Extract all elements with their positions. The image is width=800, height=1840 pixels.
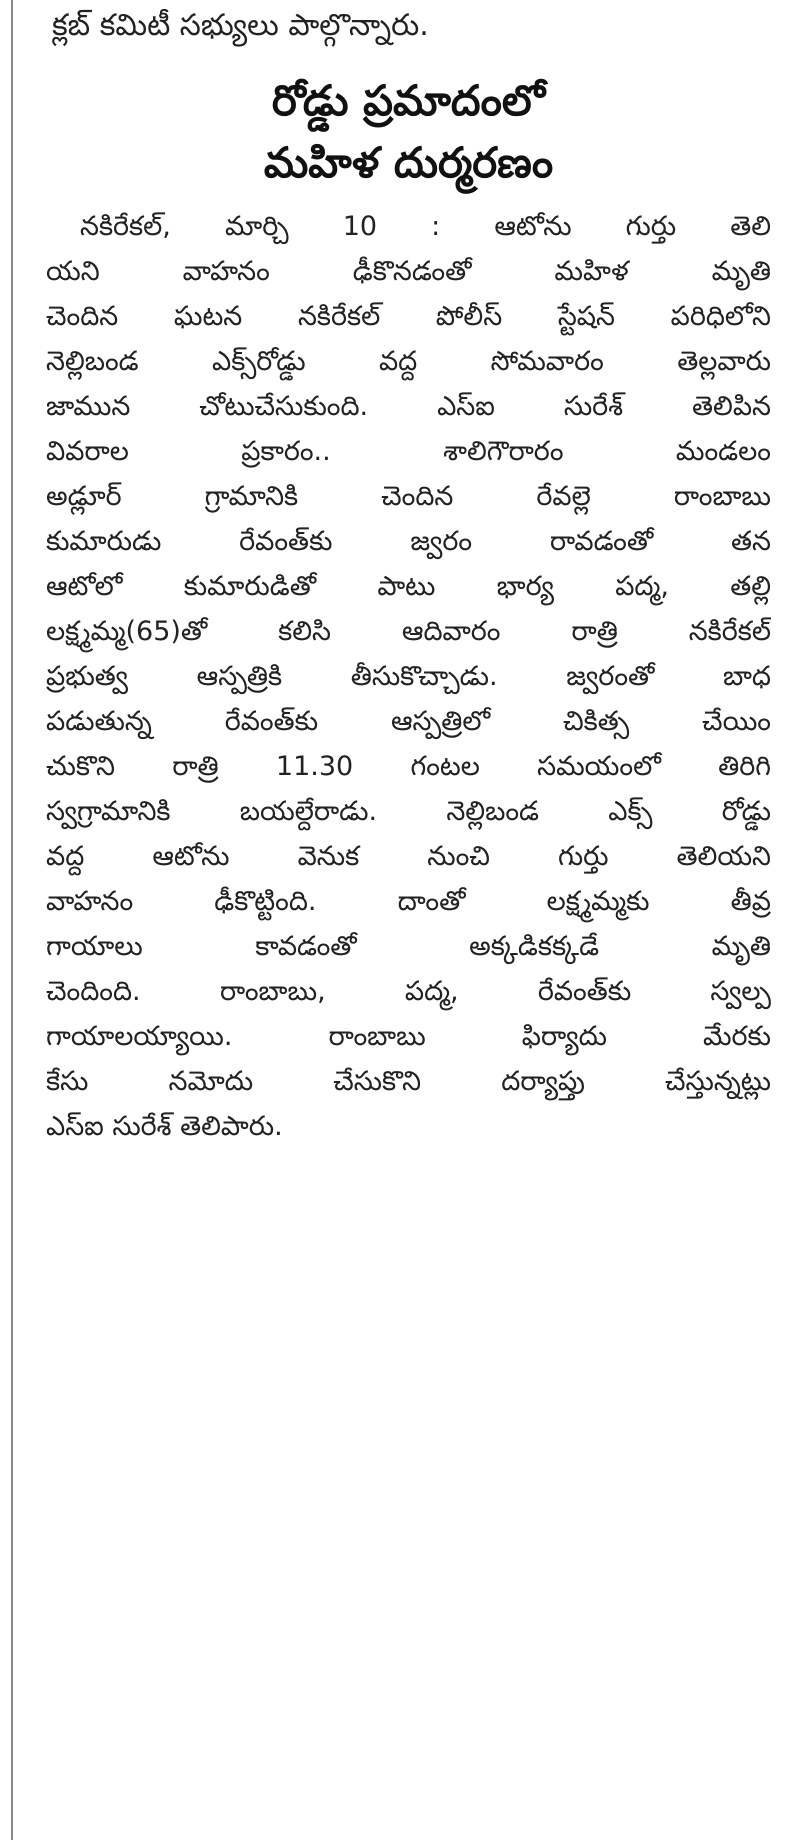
headline [46,70,771,194]
body-line: యని వాహనం ఢీకొనడంతో మహిళ మృతి [46,256,771,287]
body-line: ప్రభుత్వ ఆస్పత్రికి తీసుకొచ్చాడు. జ్వరంతో బాధ [46,661,771,692]
body-line: ఎస్ఐ సురేశ్ తెలిపారు. [46,1111,283,1142]
previous-article-last-line: క్లబ్ కమిటీ సభ్యులు పాల్గొన్నారు. [52,8,429,43]
body-line: చుకొని రాత్రి 11.30 గంటల సమయంలో తిరిగి [46,751,771,782]
column-divider [11,0,13,1840]
body-line: కేసు నమోదు చేసుకొని దర్యాప్తు చేస్తున్నట్లు [46,1066,771,1097]
body-line: వద్ద ఆటోను వెనుక నుంచి గుర్తు తెలియని [46,841,771,872]
body-line: స్వగ్రామానికి బయల్దేరాడు. నెల్లిబండ ఎక్స్ రోడ్డు [46,796,771,827]
article-body [46,204,771,1149]
body-line: నెల్లిబండ ఎక్స్‌రోడ్డు వద్ద సోమవారం తెల్లవారు [46,346,771,377]
body-line: వివరాల ప్రకారం.. శాలిగౌరారం మండలం [46,436,771,467]
body-line: చెందిన ఘటన నకిరేకల్ పోలీస్ స్టేషన్ పరిధిలోని [46,301,771,332]
body-line: పడుతున్న రేవంత్‌కు ఆస్పత్రిలో చికిత్స చేయిం [46,706,771,737]
body-line: చెందింది. రాంబాబు, పద్మ, రేవంత్‌కు స్వల్ప [46,976,771,1007]
headline-line-1: రోడ్డు ప్రమాదంలో [271,76,546,125]
body-line: నకిరేకల్, మార్చి 10 : ఆటోను గుర్తు తెలి [80,211,771,242]
body-line: గాయాలయ్యాయి. రాంబాబు ఫిర్యాదు మేరకు [46,1021,771,1052]
body-line: అడ్లూర్ గ్రామానికి చెందిన రేవల్లె రాంబాబు [46,481,771,512]
body-line: కుమారుడు రేవంత్‌కు జ్వరం రావడంతో తన [46,526,771,557]
body-line: లక్ష్మమ్మ(65)తో కలిసి ఆదివారం రాత్రి నకిరేకల్ [46,616,771,647]
body-line: జామున చోటుచేసుకుంది. ఎస్ఐ సురేశ్ తెలిపిన [46,391,771,422]
body-line: గాయాలు కావడంతో అక్కడికక్కడే మృతి [46,931,771,962]
body-line: వాహనం ఢీకొట్టింది. దాంతో లక్ష్మమ్మకు తీవ్ర [46,886,771,917]
article [46,0,771,1149]
body-line: ఆటోలో కుమారుడితో పాటు భార్య పద్మ, తల్లి [46,571,771,602]
headline-line-2: మహిళ దుర్మరణం [263,138,554,187]
